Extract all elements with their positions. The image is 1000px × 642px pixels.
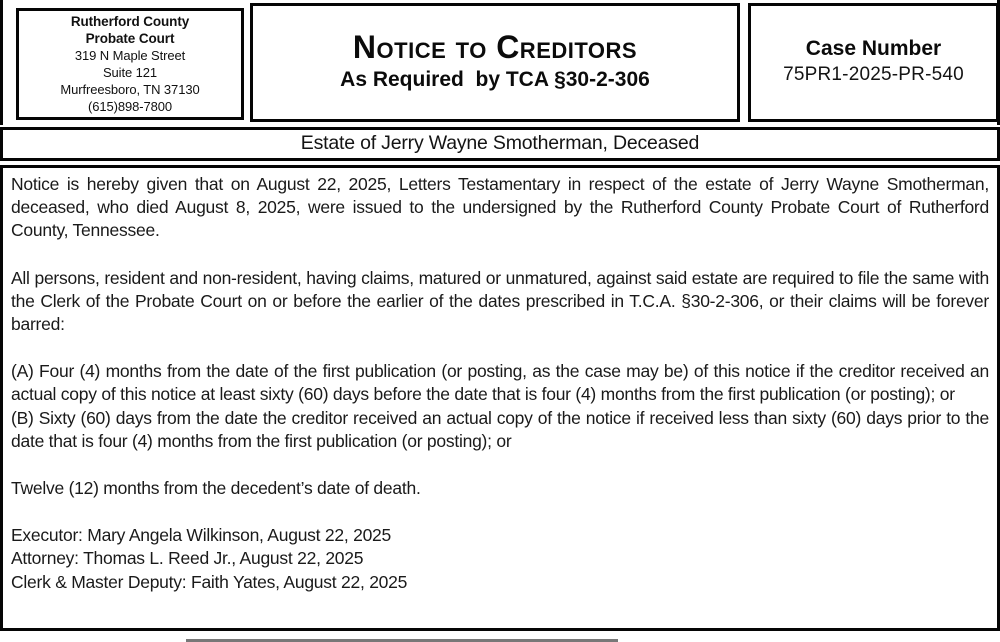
estate-title: Estate of Jerry Wayne Smotherman, Deceased (300, 132, 700, 154)
body-paragraph: Notice is hereby given that on August 22, 2025, Letters Testamentary in respect of the estate of Jerry Wayne Smotherman, deceased, who died August 8, 2025, were issued to the undersigned by the Rutherford County Probate Court of Rutherford County, Tennessee. (11, 174, 989, 241)
court-address-suite: Suite 121 (102, 65, 158, 80)
court-address-city: Murfreesboro, TN 37130 (60, 82, 200, 97)
court-phone: (615)898-7800 (88, 99, 172, 114)
estate-title-bar (0, 127, 1000, 161)
notice-body-box (0, 165, 1000, 631)
court-address-box (16, 8, 244, 120)
body-paragraph: Twelve (12) months from the decedent’s date of death. (11, 478, 421, 499)
body-paragraph: (A) Four (4) months from the date of the first publication (or posting, as the case may be) of this notice if the creditor received an actual copy of this notice at least sixty (60) days before the date that is four (4) months from the first publication (or posting); or (11, 361, 989, 405)
body-text (11, 173, 989, 594)
body-paragraph: All persons, resident and non-resident, having claims, matured or unmatured, against said estate are required to file the same with the Clerk of the Probate Court on or before the earlier of the dates prescribed in T.C.A. §30-2-306, or their claims will be forever barred: (11, 267, 989, 335)
court-name-line1: Rutherford County (70, 14, 190, 29)
notice-title: Notice to Creditors (352, 29, 638, 65)
header-row (0, 0, 1000, 125)
case-number-box (748, 3, 999, 122)
case-number-value: 75PR1-2025-PR-540 (783, 64, 964, 85)
body-paragraph: Attorney: Thomas L. Reed Jr., August 22, 2025 (11, 548, 364, 569)
body-paragraph: (B) Sixty (60) days from the date the creditor received an actual copy of the notice if received less than sixty (60) days prior to the date that is four (4) months from the first publication (or posting); or (11, 407, 989, 451)
court-address-street: 319 N Maple Street (74, 48, 186, 63)
case-number-label: Case Number (805, 37, 942, 60)
court-name-line2: Probate Court (85, 31, 175, 46)
body-paragraph: Executor: Mary Angela Wilkinson, August 22, 2025 (11, 525, 392, 546)
notice-subtitle: As Required by TCA §30-2-306 (340, 68, 650, 91)
notice-title-box (250, 3, 740, 122)
body-paragraph: Clerk & Master Deputy: Faith Yates, August 22, 2025 (11, 571, 408, 592)
